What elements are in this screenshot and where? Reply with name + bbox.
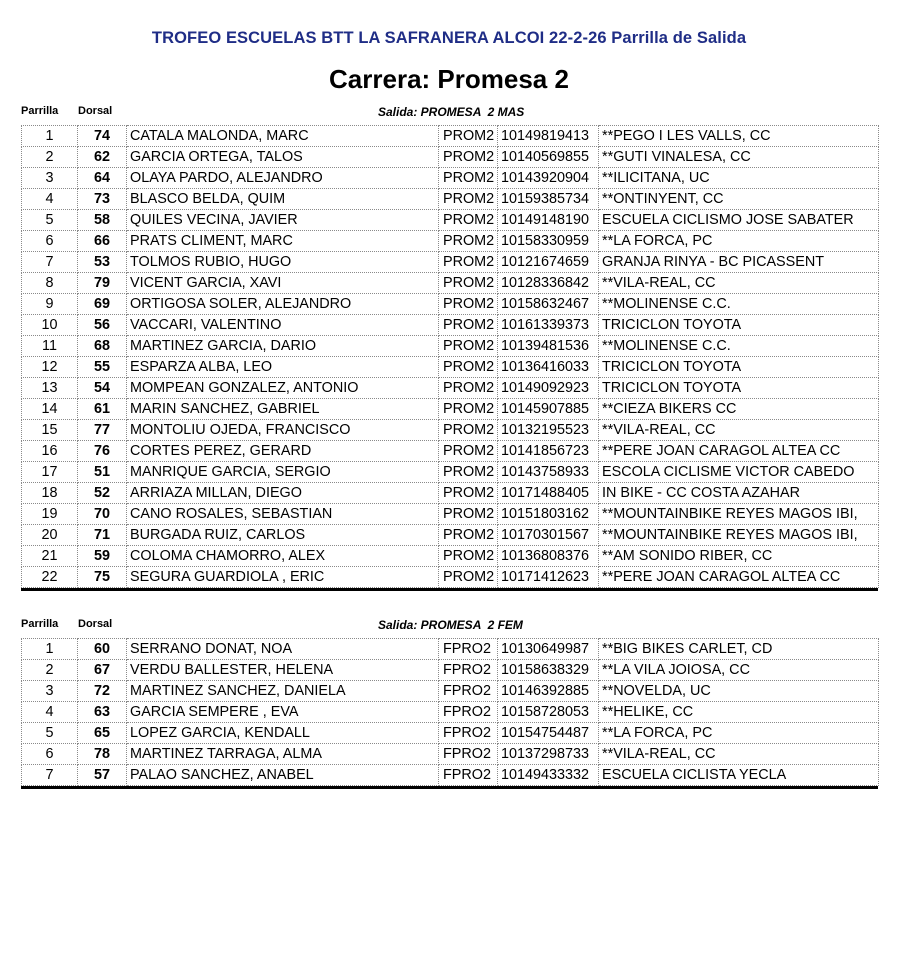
- club-name: **VILA-REAL, CC: [599, 273, 879, 294]
- table-row: [22, 189, 879, 210]
- rider-name: VICENT GARCIA, XAVI: [127, 273, 439, 294]
- table-row: [22, 168, 879, 189]
- category: FPRO2: [439, 702, 498, 723]
- grid-position: 11: [22, 336, 78, 357]
- start-group-label: Salida: PROMESA 2 FEM: [378, 618, 523, 632]
- grid-position: 21: [22, 546, 78, 567]
- rider-name: GARCIA SEMPERE , EVA: [127, 702, 439, 723]
- license-number: 10132195523: [498, 420, 599, 441]
- license-number: 10158330959: [498, 231, 599, 252]
- table-row: [22, 336, 879, 357]
- rider-name: BLASCO BELDA, QUIM: [127, 189, 439, 210]
- license-number: 10151803162: [498, 504, 599, 525]
- club-name: TRICICLON TOYOTA: [599, 378, 879, 399]
- license-number: 10136416033: [498, 357, 599, 378]
- bib-number: 61: [78, 399, 127, 420]
- table-row: [22, 294, 879, 315]
- grid-position: 16: [22, 441, 78, 462]
- license-number: 10158728053: [498, 702, 599, 723]
- license-number: 10136808376: [498, 546, 599, 567]
- bib-number: 60: [78, 639, 127, 660]
- license-number: 10145907885: [498, 399, 599, 420]
- license-number: 10170301567: [498, 525, 599, 546]
- table-row: [22, 210, 879, 231]
- rider-name: MARTINEZ GARCIA, DARIO: [127, 336, 439, 357]
- rider-name: SEGURA GUARDIOLA , ERIC: [127, 567, 439, 588]
- table-row: [22, 378, 879, 399]
- club-name: **BIG BIKES CARLET, CD: [599, 639, 879, 660]
- category: PROM2: [439, 273, 498, 294]
- category: PROM2: [439, 231, 498, 252]
- table-row: [22, 546, 879, 567]
- bib-number: 76: [78, 441, 127, 462]
- category: PROM2: [439, 399, 498, 420]
- club-name: **AM SONIDO RIBER, CC: [599, 546, 879, 567]
- license-number: 10171412623: [498, 567, 599, 588]
- license-number: 10121674659: [498, 252, 599, 273]
- rider-name: MOMPEAN GONZALEZ, ANTONIO: [127, 378, 439, 399]
- bib-number: 52: [78, 483, 127, 504]
- bib-number: 62: [78, 147, 127, 168]
- category: PROM2: [439, 168, 498, 189]
- license-number: 10149092923: [498, 378, 599, 399]
- grid-position: 19: [22, 504, 78, 525]
- grid-position: 13: [22, 378, 78, 399]
- grid-position: 2: [22, 660, 78, 681]
- category: FPRO2: [439, 723, 498, 744]
- club-name: ESCUELA CICLISTA YECLA: [599, 765, 879, 786]
- club-name: **HELIKE, CC: [599, 702, 879, 723]
- rider-name: COLOMA CHAMORRO, ALEX: [127, 546, 439, 567]
- license-number: 10149819413: [498, 126, 599, 147]
- start-grid-table: [21, 125, 879, 588]
- bib-number: 72: [78, 681, 127, 702]
- grid-position: 3: [22, 681, 78, 702]
- bib-number: 64: [78, 168, 127, 189]
- grid-position: 12: [22, 357, 78, 378]
- rider-name: MARTINEZ SANCHEZ, DANIELA: [127, 681, 439, 702]
- club-name: IN BIKE - CC COSTA AZAHAR: [599, 483, 879, 504]
- table-row: [22, 252, 879, 273]
- bib-number: 54: [78, 378, 127, 399]
- table-row: [22, 441, 879, 462]
- category: FPRO2: [439, 639, 498, 660]
- grid-position: 4: [22, 702, 78, 723]
- license-number: 10143758933: [498, 462, 599, 483]
- category: PROM2: [439, 294, 498, 315]
- bib-number: 75: [78, 567, 127, 588]
- category: PROM2: [439, 504, 498, 525]
- table-row: [22, 702, 879, 723]
- grid-position: 6: [22, 231, 78, 252]
- bib-number: 77: [78, 420, 127, 441]
- category: PROM2: [439, 147, 498, 168]
- grid-position: 14: [22, 399, 78, 420]
- grid-position: 1: [22, 639, 78, 660]
- table-row: [22, 744, 879, 765]
- table-row: [22, 765, 879, 786]
- category: PROM2: [439, 462, 498, 483]
- grid-position: 9: [22, 294, 78, 315]
- group-header: [21, 618, 878, 638]
- club-name: GRANJA RINYA - BC PICASSENT: [599, 252, 879, 273]
- category: PROM2: [439, 483, 498, 504]
- rider-name: MARIN SANCHEZ, GABRIEL: [127, 399, 439, 420]
- rider-name: VERDU BALLESTER, HELENA: [127, 660, 439, 681]
- license-number: 10140569855: [498, 147, 599, 168]
- bib-number: 67: [78, 660, 127, 681]
- table-row: [22, 273, 879, 294]
- category: PROM2: [439, 315, 498, 336]
- column-header-dorsal: Dorsal: [78, 618, 113, 630]
- race-title: Carrera: Promesa 2: [329, 64, 569, 94]
- club-name: **MOUNTAINBIKE REYES MAGOS IBI,: [599, 504, 879, 525]
- grid-position: 18: [22, 483, 78, 504]
- club-name: **MOUNTAINBIKE REYES MAGOS IBI,: [599, 525, 879, 546]
- rider-name: LOPEZ GARCIA, KENDALL: [127, 723, 439, 744]
- table-row: [22, 231, 879, 252]
- table-row: [22, 357, 879, 378]
- bib-number: 68: [78, 336, 127, 357]
- rider-name: OLAYA PARDO, ALEJANDRO: [127, 168, 439, 189]
- club-name: **PERE JOAN CARAGOL ALTEA CC: [599, 567, 879, 588]
- license-number: 10171488405: [498, 483, 599, 504]
- category: FPRO2: [439, 681, 498, 702]
- club-name: **PERE JOAN CARAGOL ALTEA CC: [599, 441, 879, 462]
- rider-name: PALAO SANCHEZ, ANABEL: [127, 765, 439, 786]
- grid-position: 5: [22, 210, 78, 231]
- category: PROM2: [439, 441, 498, 462]
- column-header-parrilla: Parrilla: [21, 618, 59, 630]
- rider-name: PRATS CLIMENT, MARC: [127, 231, 439, 252]
- column-header-dorsal: Dorsal: [78, 105, 113, 117]
- bib-number: 78: [78, 744, 127, 765]
- grid-position: 7: [22, 765, 78, 786]
- table-row: [22, 681, 879, 702]
- club-name: **MOLINENSE C.C.: [599, 294, 879, 315]
- club-name: **VILA-REAL, CC: [599, 744, 879, 765]
- license-number: 10137298733: [498, 744, 599, 765]
- column-header-parrilla: Parrilla: [21, 105, 59, 117]
- section-divider: [21, 588, 878, 591]
- category: PROM2: [439, 525, 498, 546]
- grid-position: 10: [22, 315, 78, 336]
- rider-name: CANO ROSALES, SEBASTIAN: [127, 504, 439, 525]
- club-name: **CIEZA BIKERS CC: [599, 399, 879, 420]
- table-body: [22, 126, 879, 588]
- bib-number: 57: [78, 765, 127, 786]
- group-promesa-2-fem: [21, 618, 878, 789]
- category: FPRO2: [439, 744, 498, 765]
- club-name: **LA FORCA, PC: [599, 231, 879, 252]
- bib-number: 74: [78, 126, 127, 147]
- category: PROM2: [439, 567, 498, 588]
- license-number: 10158638329: [498, 660, 599, 681]
- grid-position: 22: [22, 567, 78, 588]
- bib-number: 53: [78, 252, 127, 273]
- license-number: 10158632467: [498, 294, 599, 315]
- club-name: **PEGO I LES VALLS, CC: [599, 126, 879, 147]
- bib-number: 51: [78, 462, 127, 483]
- rider-name: MARTINEZ TARRAGA, ALMA: [127, 744, 439, 765]
- table-row: [22, 462, 879, 483]
- bib-number: 70: [78, 504, 127, 525]
- category: PROM2: [439, 189, 498, 210]
- license-number: 10130649987: [498, 639, 599, 660]
- grid-position: 3: [22, 168, 78, 189]
- club-name: TRICICLON TOYOTA: [599, 357, 879, 378]
- bib-number: 66: [78, 231, 127, 252]
- rider-name: VACCARI, VALENTINO: [127, 315, 439, 336]
- table-row: [22, 504, 879, 525]
- rider-name: MONTOLIU OJEDA, FRANCISCO: [127, 420, 439, 441]
- grid-position: 17: [22, 462, 78, 483]
- license-number: 10149433332: [498, 765, 599, 786]
- rider-name: CATALA MALONDA, MARC: [127, 126, 439, 147]
- grid-position: 4: [22, 189, 78, 210]
- group-promesa-2-mas: [21, 105, 878, 591]
- club-name: ESCOLA CICLISME VICTOR CABEDO: [599, 462, 879, 483]
- bib-number: 63: [78, 702, 127, 723]
- table-row: [22, 315, 879, 336]
- club-name: **ILICITANA, UC: [599, 168, 879, 189]
- table-row: [22, 126, 879, 147]
- table-row: [22, 420, 879, 441]
- license-number: 10139481536: [498, 336, 599, 357]
- license-number: 10149148190: [498, 210, 599, 231]
- rider-name: GARCIA ORTEGA, TALOS: [127, 147, 439, 168]
- category: PROM2: [439, 420, 498, 441]
- category: PROM2: [439, 378, 498, 399]
- table-row: [22, 639, 879, 660]
- category: PROM2: [439, 546, 498, 567]
- bib-number: 71: [78, 525, 127, 546]
- category: PROM2: [439, 357, 498, 378]
- category: PROM2: [439, 126, 498, 147]
- license-number: 10161339373: [498, 315, 599, 336]
- page-title: TROFEO ESCUELAS BTT LA SAFRANERA ALCOI 22-2-26 Parrilla de Salida: [151, 29, 747, 47]
- club-name: **GUTI VINALESA, CC: [599, 147, 879, 168]
- bib-number: 59: [78, 546, 127, 567]
- club-name: **LA FORCA, PC: [599, 723, 879, 744]
- start-grid-table: [21, 638, 879, 786]
- table-row: [22, 483, 879, 504]
- start-group-label: Salida: PROMESA 2 MAS: [378, 105, 525, 119]
- category: PROM2: [439, 252, 498, 273]
- category: PROM2: [439, 336, 498, 357]
- license-number: 10159385734: [498, 189, 599, 210]
- section-divider: [21, 786, 878, 789]
- table-row: [22, 567, 879, 588]
- table-row: [22, 660, 879, 681]
- club-name: **ONTINYENT, CC: [599, 189, 879, 210]
- club-name: **LA VILA JOIOSA, CC: [599, 660, 879, 681]
- category: PROM2: [439, 210, 498, 231]
- license-number: 10146392885: [498, 681, 599, 702]
- club-name: **VILA-REAL, CC: [599, 420, 879, 441]
- rider-name: ARRIAZA MILLAN, DIEGO: [127, 483, 439, 504]
- license-number: 10141856723: [498, 441, 599, 462]
- rider-name: TOLMOS RUBIO, HUGO: [127, 252, 439, 273]
- bib-number: 58: [78, 210, 127, 231]
- rider-name: SERRANO DONAT, NOA: [127, 639, 439, 660]
- bib-number: 56: [78, 315, 127, 336]
- category: FPRO2: [439, 765, 498, 786]
- club-name: ESCUELA CICLISMO JOSE SABATER: [599, 210, 879, 231]
- license-number: 10143920904: [498, 168, 599, 189]
- bib-number: 65: [78, 723, 127, 744]
- grid-position: 2: [22, 147, 78, 168]
- grid-position: 5: [22, 723, 78, 744]
- rider-name: CORTES PEREZ, GERARD: [127, 441, 439, 462]
- club-name: **MOLINENSE C.C.: [599, 336, 879, 357]
- category: FPRO2: [439, 660, 498, 681]
- grid-position: 1: [22, 126, 78, 147]
- grid-position: 6: [22, 744, 78, 765]
- grid-position: 7: [22, 252, 78, 273]
- rider-name: ORTIGOSA SOLER, ALEJANDRO: [127, 294, 439, 315]
- rider-name: MANRIQUE GARCIA, SERGIO: [127, 462, 439, 483]
- bib-number: 79: [78, 273, 127, 294]
- rider-name: BURGADA RUIZ, CARLOS: [127, 525, 439, 546]
- table-row: [22, 147, 879, 168]
- club-name: **NOVELDA, UC: [599, 681, 879, 702]
- club-name: TRICICLON TOYOTA: [599, 315, 879, 336]
- group-header: [21, 105, 878, 125]
- table-row: [22, 723, 879, 744]
- rider-name: ESPARZA ALBA, LEO: [127, 357, 439, 378]
- bib-number: 55: [78, 357, 127, 378]
- grid-position: 15: [22, 420, 78, 441]
- grid-position: 8: [22, 273, 78, 294]
- bib-number: 69: [78, 294, 127, 315]
- bib-number: 73: [78, 189, 127, 210]
- license-number: 10154754487: [498, 723, 599, 744]
- license-number: 10128336842: [498, 273, 599, 294]
- table-body: [22, 639, 879, 786]
- table-row: [22, 399, 879, 420]
- table-row: [22, 525, 879, 546]
- rider-name: QUILES VECINA, JAVIER: [127, 210, 439, 231]
- grid-position: 20: [22, 525, 78, 546]
